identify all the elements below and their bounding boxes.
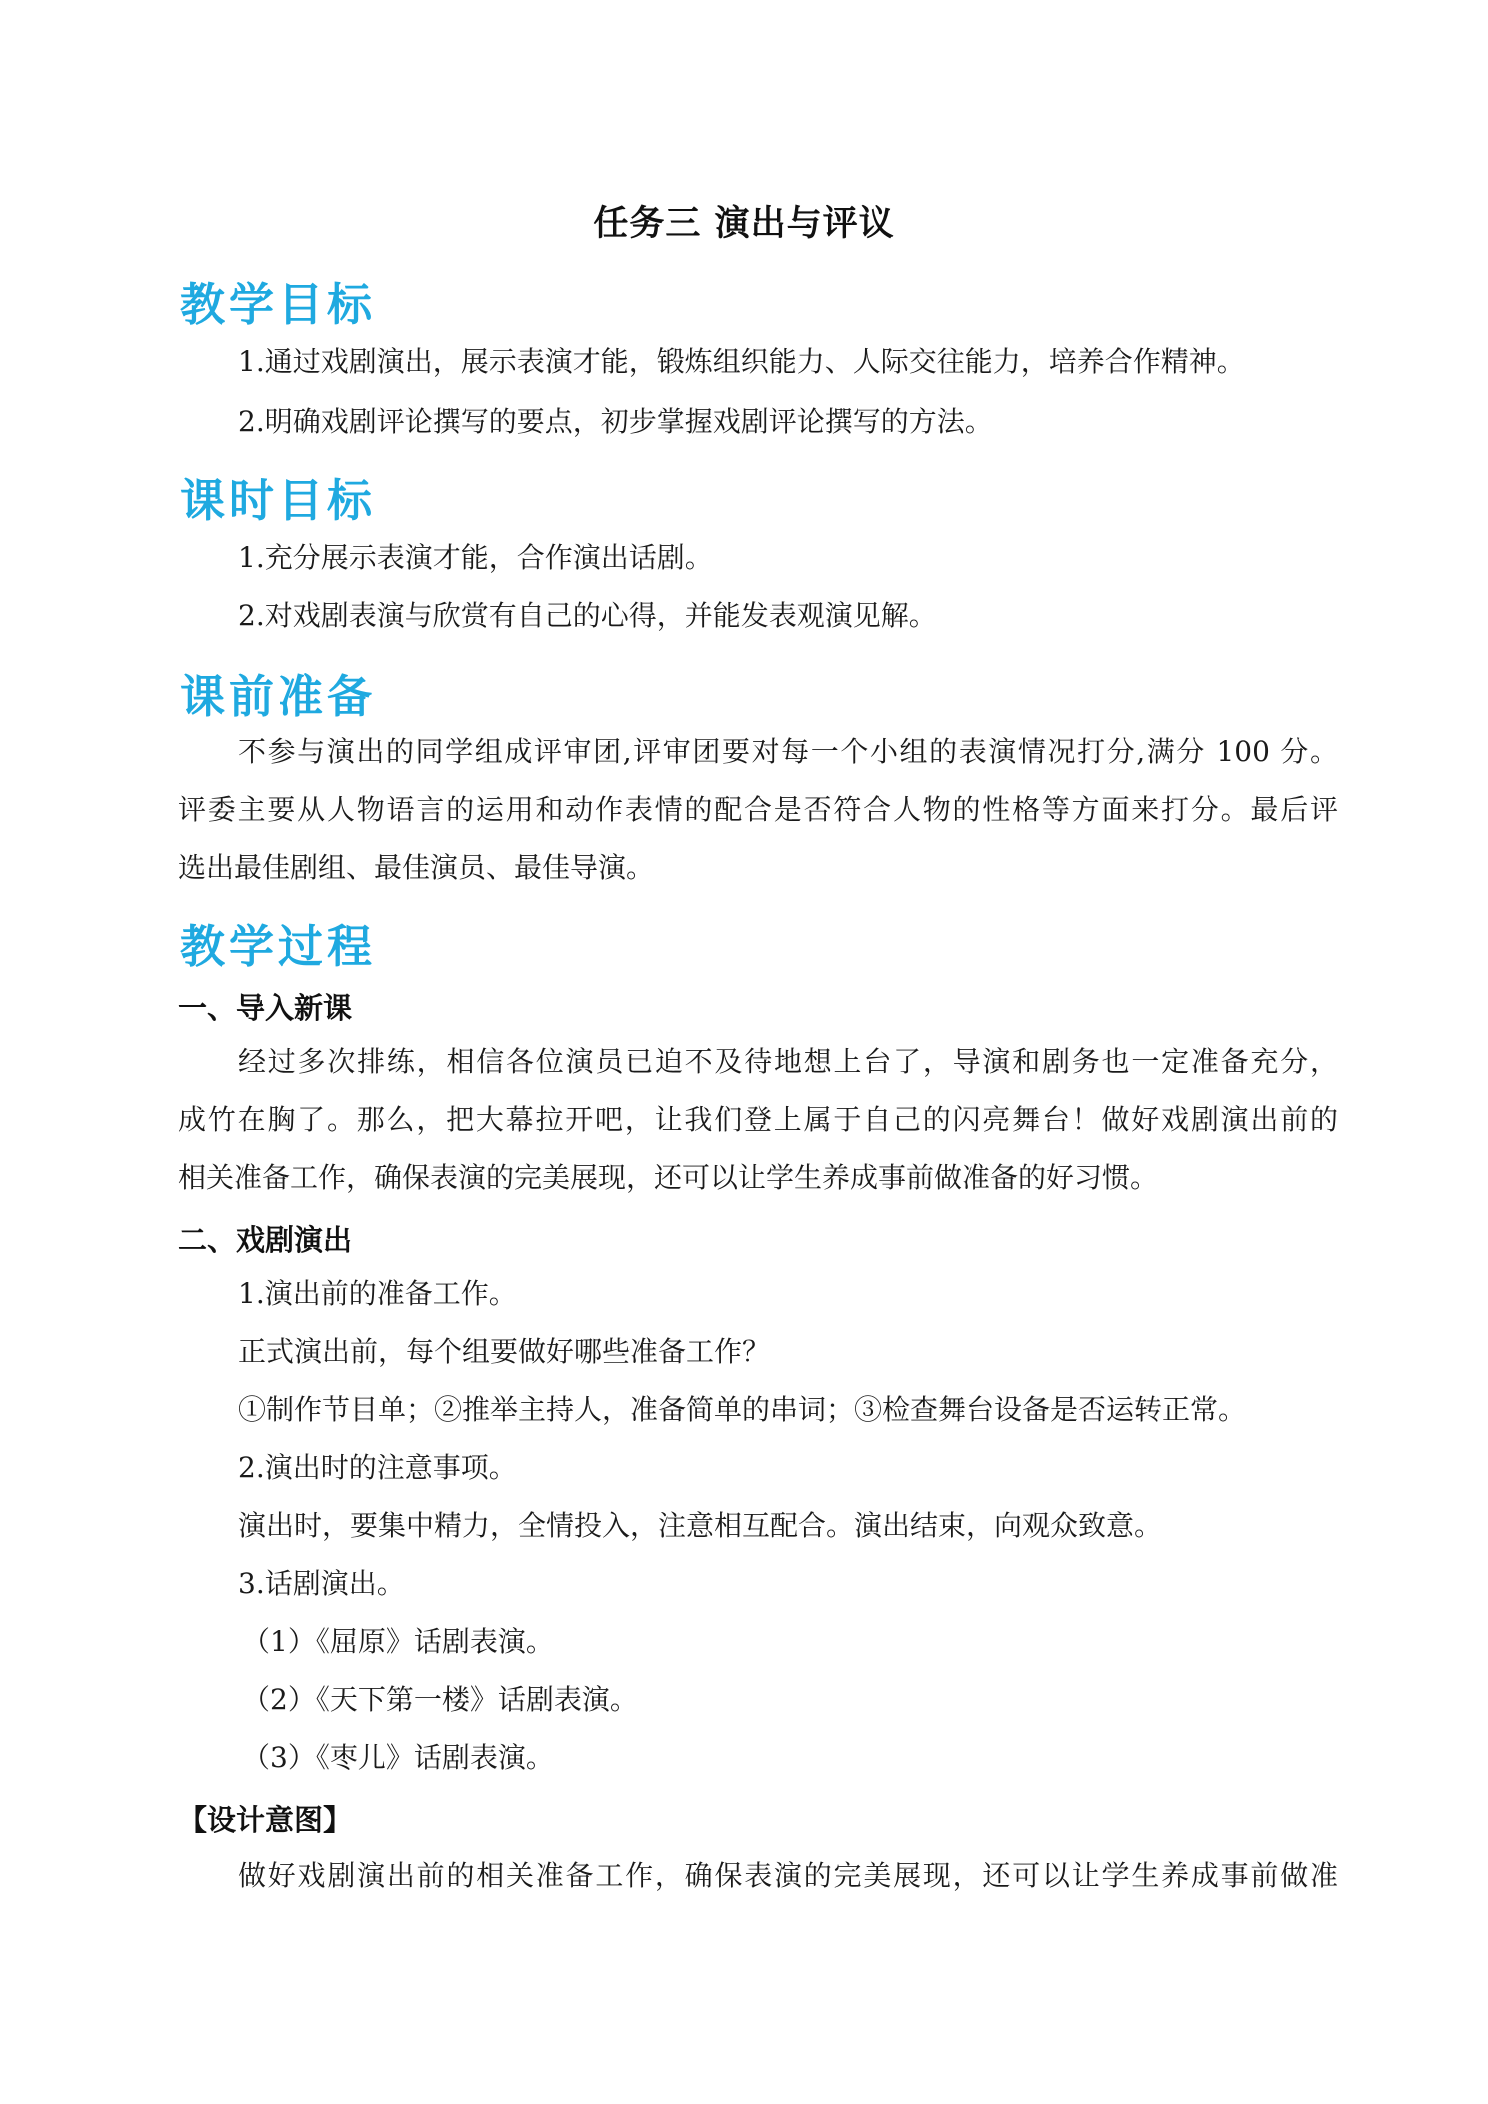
subheading-performance: 二、戏剧演出 [178, 1223, 353, 1257]
section-heading-process: 教学过程 [180, 920, 377, 973]
section-heading-preparation: 课前准备 [180, 670, 377, 723]
subheading-introduction: 一、导入新课 [178, 991, 353, 1025]
section-heading-teaching-goals: 教学目标 [180, 278, 377, 331]
teaching-goal-item: 1.通过戏剧演出，展示表演才能，锻炼组织能力、人际交往能力，培养合作精神。 [238, 345, 1245, 378]
performance-line: 1.演出前的准备工作。 [238, 1277, 517, 1310]
subheading-design-intent: 【设计意图】 [178, 1803, 353, 1837]
preparation-paragraph-line: 评委主要从人物语言的运用和动作表情的配合是否符合人物的性格等方面来打分。最后评 [178, 793, 1338, 826]
section-heading-lesson-goals: 课时目标 [180, 474, 377, 527]
performance-line: 正式演出前，每个组要做好哪些准备工作？ [238, 1335, 771, 1368]
teaching-goal-item: 2.明确戏剧评论撰写的要点，初步掌握戏剧评论撰写的方法。 [238, 405, 993, 438]
performance-line: （2）《天下第一楼》话剧表演。 [242, 1683, 638, 1716]
page-title: 任务三 演出与评议 [593, 204, 895, 244]
performance-line: 演出时，要集中精力，全情投入，注意相互配合。演出结束，向观众致意。 [238, 1509, 1163, 1542]
lesson-goal-item: 1.充分展示表演才能，合作演出话剧。 [238, 541, 713, 574]
lesson-goal-item: 2.对戏剧表演与欣赏有自己的心得，并能发表观演见解。 [238, 599, 937, 632]
performance-line: ①制作节目单；②推举主持人，准备简单的串词；③检查舞台设备是否运转正常。 [238, 1393, 1247, 1426]
design-intent-paragraph-line: 做好戏剧演出前的相关准备工作，确保表演的完美展现，还可以让学生养成事前做准 [238, 1859, 1338, 1892]
performance-line: （3）《枣儿》话剧表演。 [242, 1741, 554, 1774]
introduction-paragraph-line: 相关准备工作，确保表演的完美展现，还可以让学生养成事前做准备的好习惯。 [178, 1161, 1159, 1194]
preparation-paragraph-line: 不参与演出的同学组成评审团,评审团要对每一个小组的表演情况打分,满分 100 分。 [238, 735, 1338, 768]
performance-line: 3.话剧演出。 [238, 1567, 405, 1600]
performance-line: （1）《屈原》话剧表演。 [242, 1625, 554, 1658]
preparation-paragraph-line: 选出最佳剧组、最佳演员、最佳导演。 [178, 851, 655, 884]
introduction-paragraph-line: 成竹在胸了。那么，把大幕拉开吧，让我们登上属于自己的闪亮舞台！做好戏剧演出前的 [178, 1103, 1338, 1136]
performance-line: 2.演出时的注意事项。 [238, 1451, 517, 1484]
introduction-paragraph-line: 经过多次排练，相信各位演员已迫不及待地想上台了，导演和剧务也一定准备充分， [238, 1045, 1338, 1078]
